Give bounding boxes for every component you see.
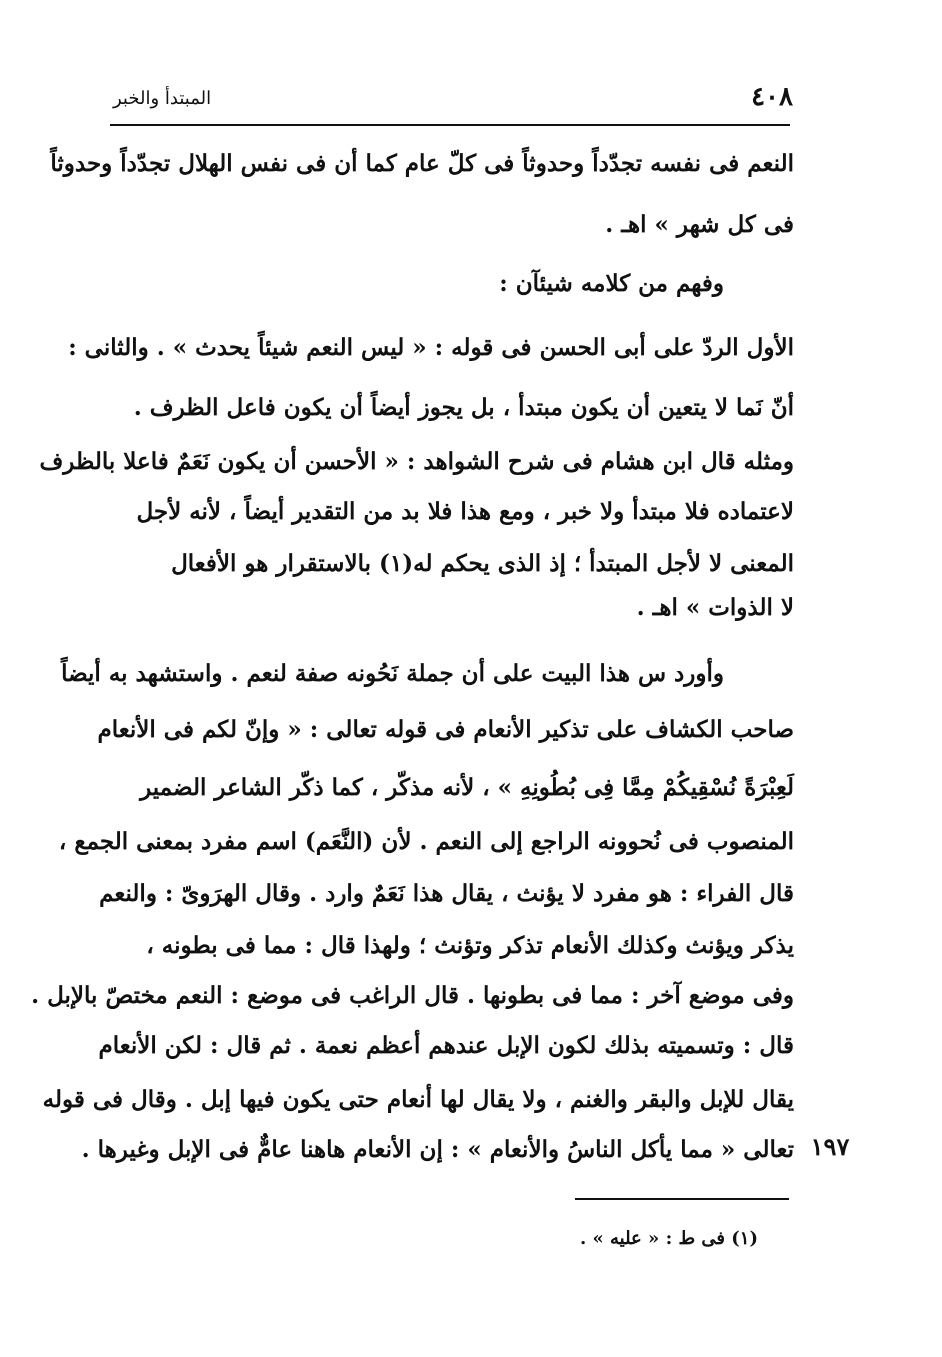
text-line: تعالى « مما يأكل الناسُ والأنعام » : إن الأنعام هاهنا عامٌّ فى الإبل وغيرها . <box>81 1136 794 1163</box>
running-title: المبتدأ والخبر <box>113 88 212 109</box>
text-line: المنصوب فى نُحوونه الراجع إلى النعم . لأن (النَّعَم) اسم مفرد بمعنى الجمع ، <box>58 828 794 855</box>
text-line: قال الفراء : هو مفرد لا يؤنث ، يقال هذا نَعَمٌ وارد . وقال الهرَوىّ : والنعم <box>99 880 794 907</box>
text-line: أنّ نَما لا يتعين أن يكون مبتدأ ، بل يجوز أيضاً أن يكون فاعل الظرف . <box>133 394 794 421</box>
text-line: الأول الردّ على أبى الحسن فى قوله : « ليس النعم شيئاً يحدث » . والثانى : <box>68 334 794 361</box>
text-line: يذكر ويؤنث وكذلك الأنعام تذكر وتؤنث ؛ ولهذا قال : مما فى بطونه ، <box>146 932 794 959</box>
page-number: ٤٠٨ <box>751 82 793 112</box>
footnote-rule <box>575 1198 789 1200</box>
text-line: صاحب الكشاف على تذكير الأنعام فى قوله تعالى : « وإنّ لكم فى الأنعام <box>97 716 794 743</box>
text-line: فى كل شهر » اهـ . <box>605 211 794 238</box>
text-line: قال : وتسميته بذلك لكون الإبل عندهم أعظم نعمة . ثم قال : لكن الأنعام <box>98 1032 794 1059</box>
text-line: المعنى لا لأجل المبتدأ ؛ إذ الذى يحكم له(١) بالاستقرار هو الأفعال <box>171 550 794 577</box>
text-line: ومثله قال ابن هشام فى شرح الشواهد : « الأحسن أن يكون نَعَمٌ فاعلا بالظرف <box>39 448 794 475</box>
margin-reference-number: ١٩٧ <box>810 1132 850 1161</box>
header-rule <box>110 124 790 126</box>
text-line: النعم فى نفسه تجدّداً وحدوثاً فى كلّ عام كما أن فى نفس الهلال تجدّداً وحدوثاً <box>50 150 794 177</box>
text-line: وفهم من كلامه شيئآن : <box>499 270 724 297</box>
text-line: وفى موضع آخر : مما فى بطونها . قال الراغب فى موضع : النعم مختصّ بالإبل . <box>31 982 794 1009</box>
footnote: (١) فى ط : « عليه » . <box>579 1228 758 1249</box>
text-line: لاعتماده فلا مبتدأ ولا خبر ، ومع هذا فلا بد من التقدير أيضاً ، لأنه لأجل <box>136 498 794 525</box>
text-line: لا الذوات » اهـ . <box>636 594 794 621</box>
text-line: يقال للإبل والبقر والغنم ، ولا يقال لها أنعام حتى يكون فيها إبل . وقال فى قوله <box>42 1086 794 1113</box>
page-header <box>113 82 793 122</box>
text-line: لَعِبْرَةً نُسْقِيكُمْ مِمَّا فِى بُطُونِهِ » ، لأنه مذكّر ، كما ذكّر الشاعر الضمير <box>140 774 794 801</box>
text-line: وأورد س هذا البيت على أن جملة نَحُونه صفة لنعم . واستشهد به أيضاً <box>61 660 724 687</box>
